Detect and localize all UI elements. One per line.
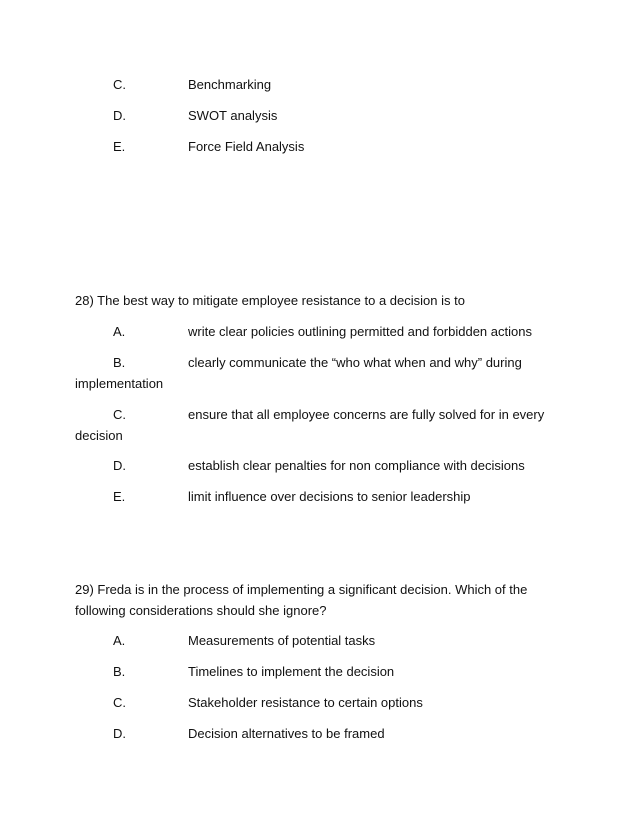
- option-letter: C.: [113, 407, 126, 422]
- prev-option-c: [0, 74, 638, 95]
- q28-option-b-continuation: implementation: [75, 376, 164, 391]
- q28-option-c: [0, 404, 638, 425]
- option-text: Stakeholder resistance to certain options: [188, 695, 423, 710]
- option-text: Benchmarking: [188, 77, 272, 92]
- question-29-line-2: following considerations should she ignore?: [75, 603, 327, 618]
- q29-option-d: [0, 723, 638, 744]
- question-29-line-1: 29) Freda is in the process of implementing a significant decision. Which of the: [75, 582, 528, 597]
- q28-option-d: [0, 455, 638, 476]
- option-letter: E.: [113, 139, 126, 154]
- option-letter: A.: [113, 324, 126, 339]
- option-text: ensure that all employee concerns are fully solved for in every: [188, 407, 545, 422]
- q28-option-c-continuation: decision: [75, 428, 123, 443]
- option-letter: B.: [113, 355, 126, 370]
- option-text: Measurements of potential tasks: [188, 633, 376, 648]
- option-text: establish clear penalties for non compliance with decisions: [188, 458, 525, 473]
- option-letter: A.: [113, 633, 126, 648]
- q28-option-a: [0, 321, 638, 342]
- option-text: clearly communicate the “who what when and why” during: [188, 355, 522, 370]
- option-letter: E.: [113, 489, 126, 504]
- option-letter: C.: [113, 77, 126, 92]
- q29-option-a: [0, 630, 638, 651]
- option-text: Decision alternatives to be framed: [188, 726, 385, 741]
- option-letter: B.: [113, 664, 126, 679]
- prev-option-e: [0, 136, 638, 157]
- option-text: Timelines to implement the decision: [188, 664, 395, 679]
- prev-option-d: [0, 105, 638, 126]
- option-text: Force Field Analysis: [188, 139, 305, 154]
- q28-option-b: [0, 352, 638, 373]
- option-text: limit influence over decisions to senior leadership: [188, 489, 471, 504]
- option-letter: D.: [113, 108, 126, 123]
- q28-option-e: [0, 486, 638, 507]
- q29-option-c: [0, 692, 638, 713]
- option-text: write clear policies outlining permitted and forbidden actions: [188, 324, 532, 339]
- option-text: SWOT analysis: [188, 108, 278, 123]
- option-letter: C.: [113, 695, 126, 710]
- option-letter: D.: [113, 458, 126, 473]
- q29-option-b: [0, 661, 638, 682]
- question-28: 28) The best way to mitigate employee resistance to a decision is to: [75, 293, 465, 308]
- option-letter: D.: [113, 726, 126, 741]
